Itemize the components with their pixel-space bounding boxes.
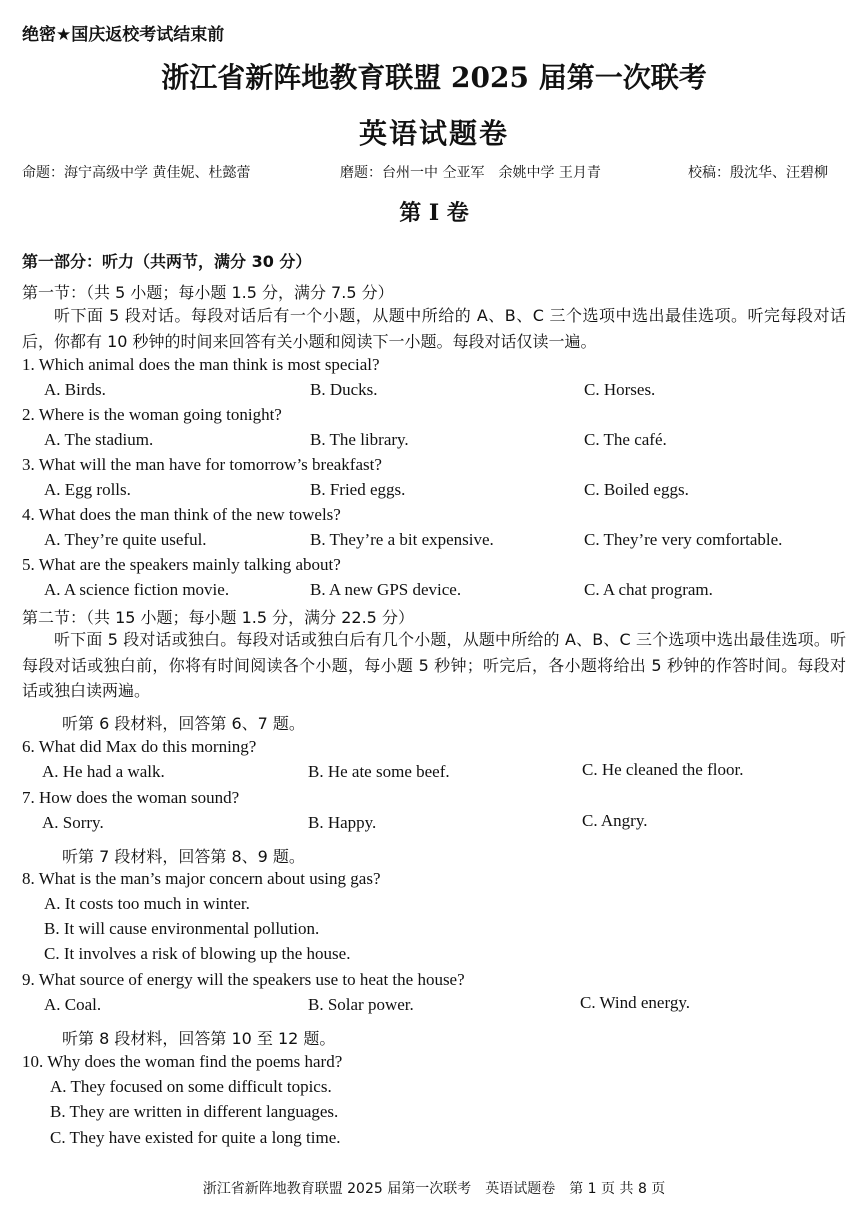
question-2-stem: 2. Where is the woman going tonight? [22,405,282,424]
question-6-option-c: C. He cleaned the floor. [582,760,744,779]
question-5-option-b: B. A new GPS device. [310,580,462,599]
exam-title: 浙江省新阵地教育联盟 2025 届第一次联考 [161,61,707,94]
section2-instructions: 听下面 5 段对话或独白。每段对话或独白后有几个小题，从题中所给的 A、B、C 三个选项中选出最佳选项。听每段对话或独白前，你将有时间阅读各个小题，每小题 5 秒钟；听完后，各小题将给出 5 秒钟的作答时间。每段对话或独白读两遍。 [22,630,846,700]
question-5-option-a: A. A science fiction movie. [44,580,230,599]
question-7-stem: 7. How does the woman sound? [22,788,240,807]
material-7-heading: 听第 7 段材料，回答第 8、9 题。 [62,847,305,866]
question-6-option-a: A. He had a walk. [42,762,165,781]
exam-subtitle: 英语试题卷 [358,117,509,150]
question-10-option-b: B. They are written in different languages. [50,1102,339,1121]
material-6-heading: 听第 6 段材料，回答第 6、7 题。 [62,714,305,733]
question-1-option-c: C. Horses. [584,380,656,399]
page-footer: 浙江省新阵地教育联盟 2025 届第一次联考 英语试题卷 第 1 页 共 8 页 [202,1181,666,1197]
question-6-option-b: B. He ate some beef. [308,762,450,781]
question-1-option-a: A. Birds. [44,380,106,399]
section2-title: 第二节：（共 15 小题；每小题 1.5 分，满分 22.5 分） [22,608,414,627]
question-8-option-a: A. It costs too much in winter. [44,894,250,913]
question-6-stem: 6. What did Max do this morning? [22,737,257,756]
question-7-option-c: C. Angry. [582,811,648,830]
question-4-option-a: A. They’re quite useful. [44,530,207,549]
question-5-stem: 5. What are the speakers mainly talking about? [22,555,341,574]
credit-proof: 校稿：殷沈华、汪碧柳 [688,165,828,181]
material-8-heading: 听第 8 段材料，回答第 10 至 12 题。 [62,1029,336,1048]
question-8-option-c: C. It involves a risk of blowing up the house. [44,944,351,963]
part-title: 第一部分：听力（共两节，满分 30 分） [22,252,312,271]
question-2-option-a: A. The stadium. [44,430,154,449]
credit-setter: 命题：海宁高级中学 黄佳妮、杜懿蕾 [22,165,251,181]
section1-title: 第一节：（共 5 小题；每小题 1.5 分，满分 7.5 分） [22,283,394,302]
confidential-notice: 绝密★国庆返校考试结束前 [22,25,225,45]
question-10-option-a: A. They focused on some difficult topics. [50,1077,332,1096]
question-1-stem: 1. Which animal does the man think is most special? [22,355,380,374]
question-8-option-b: B. It will cause environmental pollution. [44,919,320,938]
question-2-option-c: C. The café. [584,430,667,449]
question-10-option-c: C. They have existed for quite a long time. [50,1128,341,1147]
question-3-option-a: A. Egg rolls. [44,480,131,499]
question-3-option-c: C. Boiled eggs. [584,480,689,499]
question-3-option-b: B. Fried eggs. [310,480,406,499]
question-7-option-a: A. Sorry. [42,813,104,832]
question-9-stem: 9. What source of energy will the speakers use to heat the house? [22,970,465,989]
question-7-option-b: B. Happy. [308,813,377,832]
question-8-stem: 8. What is the man’s major concern about using gas? [22,869,381,888]
volume-heading: 第 I 卷 [399,200,469,226]
question-9-option-c: C. Wind energy. [580,993,690,1012]
question-5-option-c: C. A chat program. [584,580,713,599]
question-4-option-b: B. They’re a bit expensive. [310,530,494,549]
question-4-stem: 4. What does the man think of the new towels? [22,505,341,524]
question-1-option-b: B. Ducks. [310,380,378,399]
question-4-option-c: C. They’re very comfortable. [584,530,783,549]
question-2-option-b: B. The library. [310,430,409,449]
question-9-option-a: A. Coal. [44,995,102,1014]
section1-instructions: 听下面 5 段对话。每段对话后有一个小题，从题中所给的 A、B、C 三个选项中选出最佳选项。听完每段对话后，你都有 10 秒钟的时间来回答有关小题和阅读下一小题。每段对话仅读一遍。 [22,306,846,351]
question-3-stem: 3. What will the man have for tomorrow’s breakfast? [22,455,382,474]
credit-review: 磨题：台州一中 仝亚军 余姚中学 王月青 [340,165,601,181]
question-9-option-b: B. Solar power. [308,995,414,1014]
question-10-stem: 10. Why does the woman find the poems hard? [22,1052,343,1071]
